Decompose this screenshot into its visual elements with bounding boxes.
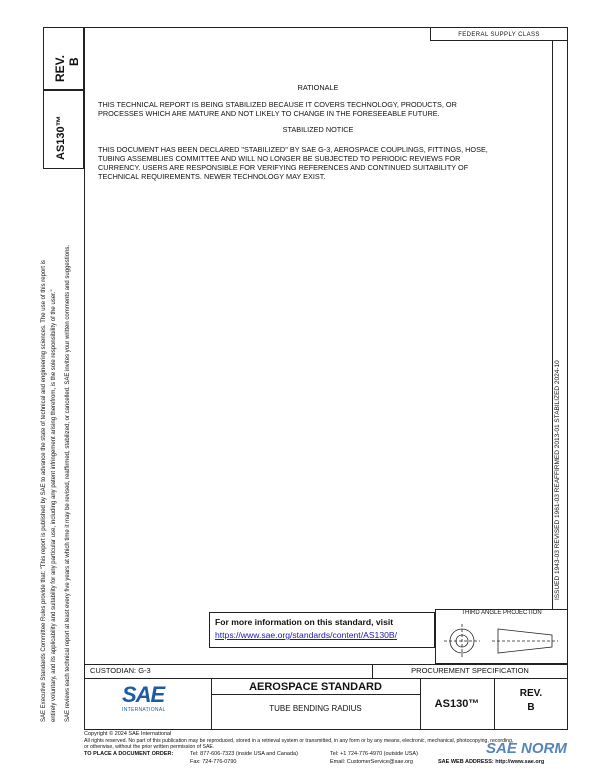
third-angle-symbol-icon bbox=[440, 620, 564, 662]
footer-tel-2: Tel: +1 724-776-4970 (outside USA) bbox=[330, 751, 418, 757]
stabilized-line-3: CURRENCY. USERS ARE RESPONSIBLE FOR VERIFYING REFERENCES AND CONTINUED SUITABILITY OF bbox=[98, 163, 469, 172]
policy-line-1: SAE Executive Standards Committee Rules provide that: "This report is published by SAE to advance the state of technical and engineering sciences. The use of this report is bbox=[41, 260, 47, 722]
stabilized-line-1: THIS DOCUMENT HAS BEEN DECLARED "STABILIZED" BY SAE G-3, AEROSPACE COUPLINGS, FITTINGS, HOSE, bbox=[98, 145, 488, 154]
footer-copyright: Copyright © 2024 SAE International bbox=[84, 731, 172, 737]
footer-email: Email: CustomerService@sae.org bbox=[330, 759, 413, 765]
custodian-label: CUSTODIAN: G-3 bbox=[90, 666, 151, 675]
sae-logo bbox=[122, 683, 176, 723]
rationale-line-2: PROCESSES WHICH ARE MATURE AND NOT LIKELY TO CHANGE IN THE FORESEEABLE FUTURE. bbox=[98, 109, 440, 118]
custodian-rule bbox=[84, 664, 568, 665]
policy-line-3: SAE reviews each technical report at least every five years at which time it may be revised, reaffirmed, stabilized, or cancelled. SAE invites your written comments and suggestions. bbox=[65, 244, 71, 722]
title-mid-rule bbox=[211, 694, 420, 695]
policy-line-2: entirely voluntary, and its applicability and suitability for any particular use, including any patent infringement arising therefrom, is the sole responsibility of the user." bbox=[51, 289, 57, 722]
stabilized-line-4: TECHNICAL REQUIREMENTS. NEWER TECHNOLOGY MAY EXIST. bbox=[98, 172, 326, 181]
left-rev-line2: B bbox=[67, 57, 81, 66]
federal-supply-label: FEDERAL SUPPLY CLASS bbox=[458, 32, 540, 38]
left-rev-line1: REV. bbox=[53, 55, 67, 82]
more-info-link[interactable]: https://www.sae.org/standards/content/AS130B/ bbox=[215, 630, 398, 640]
sae-logo-letters: SAE bbox=[122, 682, 165, 707]
document-title: AEROSPACE STANDARD bbox=[249, 681, 382, 693]
footer-tel-1: Tel: 877-606-7323 (inside USA and Canada) bbox=[190, 751, 298, 757]
sae-norm-watermark: SAE NORM bbox=[486, 740, 567, 757]
third-angle-label: THIRD ANGLE PROJECTION bbox=[461, 610, 542, 616]
stabilized-line-2: TUBING ASSEMBLIES COMMITTEE AND WILL NO LONGER BE SUBJECTED TO PERIODIC REVIEWS FOR bbox=[98, 154, 461, 163]
document-number: AS130™ bbox=[434, 698, 480, 710]
footer-rights-2: or otherwise, without the prior written permission of SAE. bbox=[84, 744, 215, 750]
issue-dates-vertical: ISSUED 1943-03 REVISED 1961-03 REAFFIRMED 2013-01 STABILIZED 2024-10 bbox=[554, 360, 561, 600]
rationale-heading: RATIONALE bbox=[297, 83, 339, 92]
left-doc-number: AS130™ bbox=[55, 115, 67, 160]
more-info-text: For more information on this standard, visit bbox=[215, 617, 394, 627]
footer-order-label: TO PLACE A DOCUMENT ORDER: bbox=[84, 751, 174, 757]
rev-label: REV. bbox=[519, 688, 543, 699]
rationale-line-1: THIS TECHNICAL REPORT IS BEING STABILIZED BECAUSE IT COVERS TECHNOLOGY, PRODUCTS, OR bbox=[98, 100, 457, 109]
left-rev-label bbox=[53, 55, 67, 82]
footer-rights-1: All rights reserved. No part of this publication may be reproduced, stored in a retrieval system or transmitted, in any form or by any means, electronic, mechanical, photocopying, recording, bbox=[84, 738, 514, 744]
stabilized-heading: STABILIZED NOTICE bbox=[282, 125, 354, 134]
procurement-label: PROCUREMENT SPECIFICATION bbox=[411, 666, 529, 675]
footer-fax: Fax: 724-776-0790 bbox=[190, 759, 237, 765]
document-subtitle: TUBE BENDING RADIUS bbox=[269, 704, 362, 713]
title-block-top-rule bbox=[84, 678, 568, 679]
left-rev-value bbox=[67, 57, 81, 66]
sae-logo-sub: INTERNATIONAL bbox=[122, 707, 166, 713]
rev-value: B bbox=[527, 702, 535, 713]
right-inner-rule bbox=[552, 41, 553, 609]
footer-web[interactable]: SAE WEB ADDRESS: http://www.sae.org bbox=[438, 759, 545, 765]
